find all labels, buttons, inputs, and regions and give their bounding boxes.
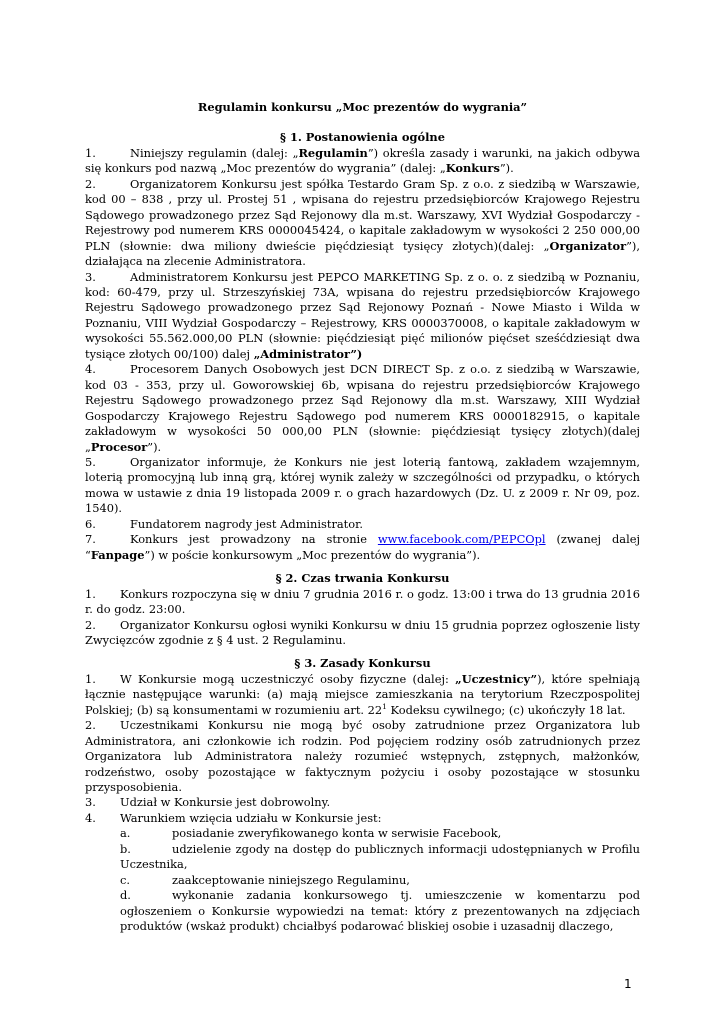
paragraph-number: 6. [85,516,96,531]
s1-paragraph-7 [85,532,640,563]
s3-paragraph-4 [85,811,640,826]
paragraph-number: 4. [85,810,96,825]
paragraph-number: 1. [85,671,96,686]
s1-paragraph-6 [85,517,640,532]
paragraph-text: Warunkiem wzięcia udziału w Konkursie jest: [120,810,382,825]
subitem-letter: a. [120,826,131,841]
paragraph-text: Niniejszy regulamin (dalej: „ [130,145,299,160]
regulation-document [85,100,640,935]
paragraph-number: 3. [85,795,96,810]
paragraph-number: 3. [85,269,96,284]
s1-paragraph-3 [85,270,640,363]
paragraph-text: ), które spełniają łącznie następujące warunki: (a) mają miejsce zamieszkania na terytorium Rzeczpospolitej Polskiej; (b) są konsumentami w rozumieniu art. 22 [85,671,640,717]
s3-paragraph-3 [85,795,640,810]
paragraph-text: Fundatorem nagrody jest Administrator. [130,516,363,531]
s1-paragraph-1 [85,146,640,177]
paragraph-text: Organizator Konkursu ogłosi wyniki Konkursu w dniu 15 grudnia poprzez ogłoszenie listy Zwycięzców zgodnie z § 4 ust. 2 Regulaminu. [85,617,640,647]
paragraph-text: ”) określa zasady i warunki, na jakich odbywa się konkurs pod nazwą „Moc prezentów do wygrania” (dalej: „ [85,145,640,176]
subitem-text: posiadanie zweryfikowanego konta w serwisie Facebook, [172,826,502,841]
paragraph-text: Uczestnikami Konkursu nie mogą być osoby zatrudnione przez Organizatora lub Administratora, ani członkowie ich rodzin. Pod pojęciem rodziny osób zatrudnionych przez Organizatora lub Administratora należy rozumieć wstępnych, zstępnych, małżonków, rodzeństwo, osoby pozostające w faktycznym pożyciu i osoby pozostające w stosunku przysposobienia. [85,718,640,795]
subitem-text: zaakceptowanie niniejszego Regulaminu, [172,872,410,887]
fanpage-link[interactable]: www.facebook.com/PEPCOpl [377,532,546,547]
defined-term: Konkurs [445,161,500,176]
subitem-letter: c. [120,872,131,887]
page-number: 1 [624,977,632,991]
subitem-letter: b. [120,841,131,856]
defined-term: Organizator [549,238,627,253]
paragraph-number: 2. [85,176,96,191]
paragraph-text: Konkurs rozpoczyna się w dniu 7 grudnia 2016 r. o godz. 13:00 i trwa do 13 grudnia 2016 r. do godz. 23:00. [85,586,640,617]
defined-term: „Administrator”) [253,346,363,361]
subitem-text: wykonanie zadania konkursowego tj. umieszczenie w komentarzu pod ogłoszeniem o Konkursie wypowiedzi na temat: który z prezentowanych na zdjęciach produktów (wskaż produkt) chciałbyś podarować bliskiej osobie i uzasadnij dlaczego, [120,888,640,934]
subitem-text: udzielenie zgody na dostęp do publicznych informacji udostępnianych w Profilu Uczestnika, [120,841,640,872]
s1-paragraph-5 [85,455,640,517]
defined-term: Procesor [90,439,148,454]
paragraph-text: Procesorem Danych Osobowych jest DCN DIRECT Sp. z o.o. z siedzibą w Warszawie, kod 03 - 353, przy ul. Goworowskiej 6b, wpisana do rejestru przedsiębiorców Krajowego Rejestru Sądowego prowadzonego przez Sąd Rejonowy dla m.st. Warszawy, XIII Wydział Gospodarczy Krajowego Rejestru Sądowego pod numerem KRS 0000182915, o kapitale zakładowym w wysokości 50 000,00 PLN (słownie: pięćdziesiąt tysięcy złotych)(dalej „ [85,362,640,454]
paragraph-text: ”). [499,161,514,176]
section-3-heading: § 3. Zasady Konkursu [294,656,431,671]
s2-paragraph-1 [85,587,640,618]
paragraph-number: 2. [85,718,96,733]
s3-subitem-d [120,888,640,934]
s3-subitem-a [120,826,640,841]
paragraph-text: Administratorem Konkursu jest PEPCO MARKETING Sp. z o. o. z siedzibą w Poznaniu, kod: 60-479, przy ul. Strzeszyńskiej 73A, wpisana do rejestru przedsiębiorców Krajowego Rejestru Sądowego prowadzonego przez Sąd Rejonowy Poznań - Nowe Miasto i Wilda w Poznaniu, VIII Wydział Gospodarczy – Rejestrowy, KRS 0000370008, o kapitale zakładowym w wysokości 55.562.000,00 PLN (słownie: pięćdziesiąt pięć milionów pięćset sześćdziesiąt dwa tysiące złotych 00/100) dalej [85,269,640,361]
paragraph-text: Kodeksu cywilnego; (c) ukończyły 18 lat. [386,702,626,717]
paragraph-number: 4. [85,362,96,377]
paragraph-number: 2. [85,617,96,632]
s3-paragraph-1 [85,672,640,718]
subitem-letter: d. [120,888,131,903]
paragraph-text: (zwanej dalej “ [85,532,640,562]
defined-term: „Uczestnicy” [455,671,538,686]
s3-subitem-b [120,842,640,873]
s2-paragraph-2 [85,618,640,649]
paragraph-text: Organizatorem Konkursu jest spółka Testardo Gram Sp. z o.o. z siedzibą w Warszawie, kod 00 – 838 , przy ul. Prostej 51 , wpisana do rejestru przedsiębiorców Krajowego Rejestru Sądowego prowadzonego przez Sąd Rejonowy dla m.st. Warszawy, XVI Wydział Gospodarczy - Rejestrowy pod numerem KRS 0000045424, o kapitale zakładowym w wysokości 2 250 000,00 PLN (słownie: dwa miliony dwieście pięćdziesiąt tysięcy złotych)(dalej: „ [85,176,640,253]
paragraph-number: 1. [85,145,96,160]
superscript: 1 [382,701,387,711]
s1-paragraph-4 [85,362,640,455]
section-1-heading: § 1. Postanowienia ogólne [280,130,445,145]
paragraph-text: W Konkursie mogą uczestniczyć osoby fizyczne (dalej: [120,671,456,686]
paragraph-text: Udział w Konkursie jest dobrowolny. [120,795,331,810]
s1-paragraph-2 [85,177,640,270]
paragraph-number: 7. [85,532,96,547]
paragraph-text: Konkurs jest prowadzony na stronie [130,532,378,547]
defined-term: Regulamin [298,145,368,160]
s3-paragraph-2 [85,718,640,795]
paragraph-number: 1. [85,586,96,601]
document-title: Regulamin konkursu „Moc prezentów do wygrania” [197,100,528,114]
paragraph-text: Organizator informuje, że Konkurs nie jest loterią fantową, zakładem wzajemnym, loterią promocyjną lub inną grą, której wynik zależy w szczególności od przypadku, o których mowa w ustawie z dnia 19 listopada 2009 r. o grach hazardowych (Dz. U. z 2009 r. Nr 09, poz. 1540). [85,454,640,516]
defined-term: Fanpage [90,547,145,562]
paragraph-number: 5. [85,454,96,469]
paragraph-text: ”) w poście konkursowym „Moc prezentów do wygrania”). [144,547,481,562]
s3-subitem-c [120,873,640,888]
section-2-heading: § 2. Czas trwania Konkursu [275,571,450,586]
paragraph-text: ”). [147,439,162,454]
paragraph-text: ”), działająca na zlecenie Administratora. [85,238,640,269]
